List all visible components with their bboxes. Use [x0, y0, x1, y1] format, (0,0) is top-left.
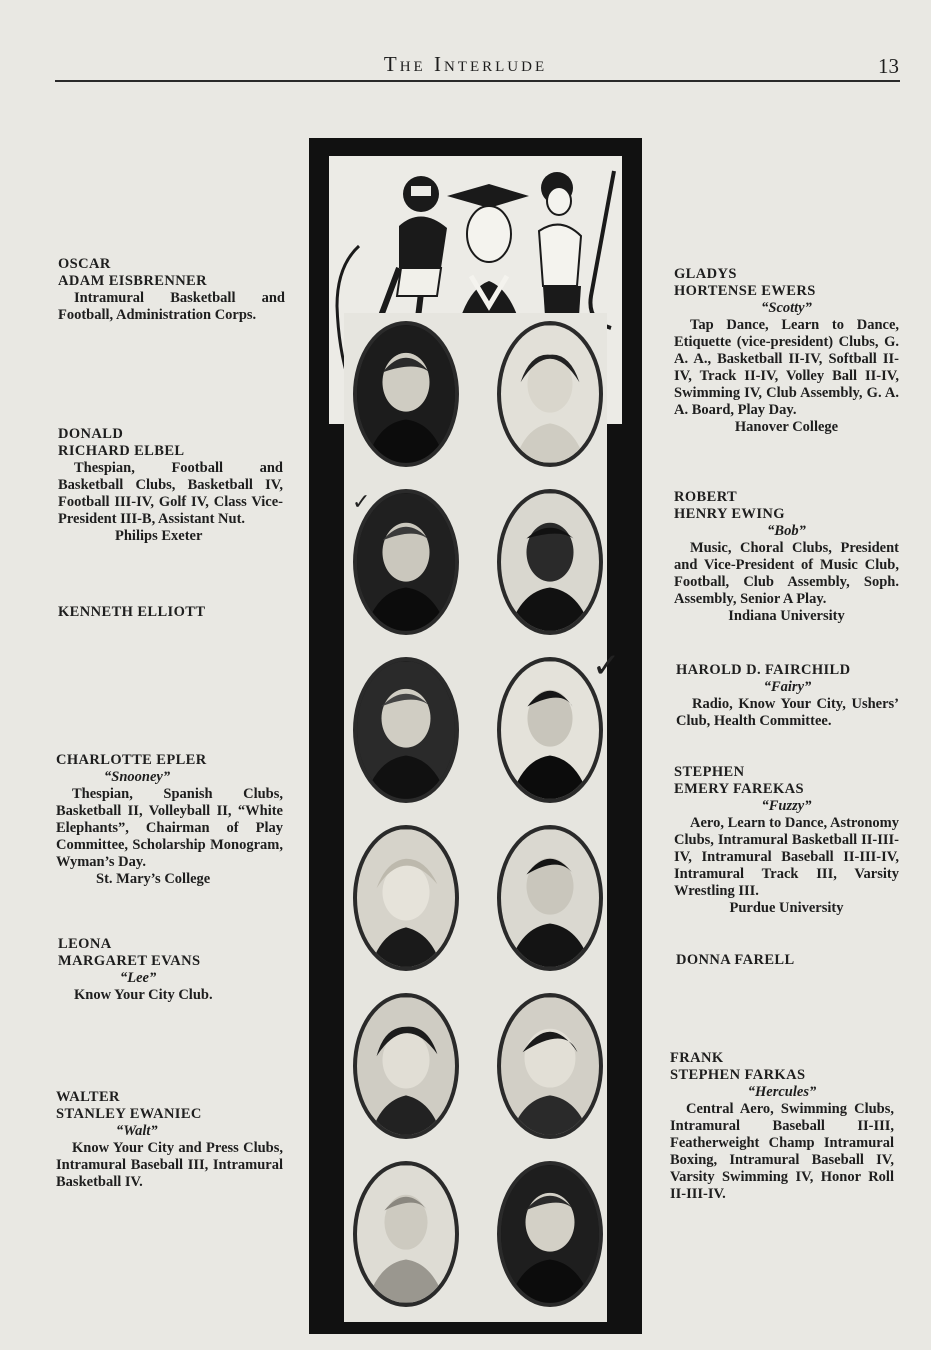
senior-last-name: HENRY EWING: [674, 506, 785, 522]
senior-last-name: MARGARET EVANS: [58, 953, 201, 969]
portrait-photo: [353, 1161, 459, 1307]
senior-first-name: STEPHEN: [674, 764, 745, 780]
check-mark-icon: ✓: [352, 490, 371, 515]
senior-first-name: OSCAR: [58, 256, 111, 272]
senior-college: Indiana University: [728, 608, 845, 624]
senior-first-name: ROBERT: [674, 489, 738, 505]
senior-entry-evans: [58, 936, 283, 1004]
senior-activities: Intramural Basketball and Football, Administration Corps.: [58, 290, 285, 323]
senior-first-name: HAROLD D. FAIRCHILD: [676, 662, 851, 678]
senior-first-name: KENNETH ELLIOTT: [58, 604, 206, 620]
check-mark-icon: ✓: [592, 646, 621, 686]
portrait-photo: [497, 825, 603, 971]
senior-entry-farkas: [670, 1050, 894, 1203]
senior-entry-ewers: [674, 266, 899, 436]
portrait-photo: [497, 489, 603, 635]
page-header-title: The Interlude: [383, 52, 548, 76]
senior-activities: Aero, Learn to Dance, Astronomy Clubs, Intramural Basketball II-III-IV, Intramural Baseball II-III-IV, Intramural Track III, Varsity Wrestling III.: [674, 815, 899, 899]
senior-entry-farekas: [674, 764, 899, 917]
senior-first-name: GLADYS: [674, 266, 737, 282]
senior-last-name: RICHARD ELBEL: [58, 443, 185, 459]
senior-first-name: WALTER: [56, 1089, 120, 1105]
senior-entry-fairchild: [676, 662, 899, 730]
page-number: 13: [878, 54, 899, 78]
senior-college: Philips Exeter: [115, 528, 203, 544]
senior-college: Purdue University: [729, 900, 844, 916]
senior-college: St. Mary’s College: [96, 871, 211, 887]
senior-last-name: EMERY FAREKAS: [674, 781, 804, 797]
header-rule: [55, 80, 900, 82]
senior-nickname: “Scotty”: [761, 300, 812, 316]
senior-activities: Thespian, Spanish Clubs, Basketball II, Volleyball II, “White Elephants”, Chairman of Play Committee, Scholarship Monogram, Wyman’s Day.: [56, 786, 283, 870]
senior-activities: Central Aero, Swimming Clubs, Intramural Baseball II-III, Featherweight Champ Intramural Boxing, Intramural Baseball IV, Varsity Swimming IV, Honor Roll II-III-IV.: [670, 1101, 894, 1202]
portrait-photo: [353, 825, 459, 971]
portrait-photo: [353, 657, 459, 803]
senior-entry-farell: [676, 952, 899, 969]
portrait-photo: [353, 321, 459, 467]
senior-nickname: “Bob”: [767, 523, 806, 539]
senior-first-name: DONNA FARELL: [676, 952, 795, 968]
senior-last-name: HORTENSE EWERS: [674, 283, 816, 299]
senior-nickname: “Fairy”: [763, 679, 812, 695]
senior-activities: Radio, Know Your City, Ushers’ Club, Health Committee.: [676, 696, 899, 729]
portrait-strip: [344, 313, 607, 1322]
portrait-photo: [497, 993, 603, 1139]
senior-last-name: STEPHEN FARKAS: [670, 1067, 806, 1083]
senior-entry-epler: [56, 752, 283, 888]
portrait-photo: [497, 321, 603, 467]
senior-last-name: STANLEY EWANIEC: [56, 1106, 202, 1122]
senior-entry-ewaniec: [56, 1089, 283, 1191]
senior-nickname: “Fuzzy”: [761, 798, 812, 814]
senior-first-name: FRANK: [670, 1050, 724, 1066]
senior-entry-elbel: [58, 426, 283, 545]
senior-nickname: “Snooney”: [104, 769, 171, 785]
senior-last-name: ADAM EISBRENNER: [58, 273, 208, 289]
senior-first-name: LEONA: [58, 936, 112, 952]
senior-activities: Tap Dance, Learn to Dance, Etiquette (vice-president) Clubs, G. A. A., Basketball II-IV, Softball II-IV, Track II-IV, Volley Ball II-IV, Swimming IV, Club Assembly, G. A. A. Board, Play Day.: [674, 317, 899, 418]
photo-panel: [309, 138, 642, 1334]
senior-college: Hanover College: [734, 419, 839, 435]
portrait-photo: [497, 657, 603, 803]
senior-entry-elliott: [58, 604, 283, 621]
senior-activities: Know Your City Club.: [74, 987, 213, 1003]
senior-entry-eisbrenner: [58, 256, 285, 324]
senior-activities: Know Your City and Press Clubs, Intramural Baseball III, Intramural Basketball IV.: [56, 1140, 283, 1190]
portrait-photo: [497, 1161, 603, 1307]
senior-nickname: “Walt”: [116, 1123, 158, 1139]
senior-first-name: DONALD: [58, 426, 124, 442]
senior-nickname: “Hercules”: [747, 1084, 817, 1100]
senior-first-name: CHARLOTTE EPLER: [56, 752, 207, 768]
portrait-photo: [353, 993, 459, 1139]
senior-activities: Thespian, Football and Basketball Clubs, Basketball IV, Football III-IV, Golf IV, Class Vice-President III-B, Assistant Nut.: [58, 460, 283, 527]
senior-activities: Music, Choral Clubs, President and Vice-President of Music Club, Football, Club Assembly, Soph. Assembly, Senior A Play.: [674, 540, 899, 607]
senior-nickname: “Lee”: [120, 970, 157, 986]
senior-entry-ewing: [674, 489, 899, 625]
